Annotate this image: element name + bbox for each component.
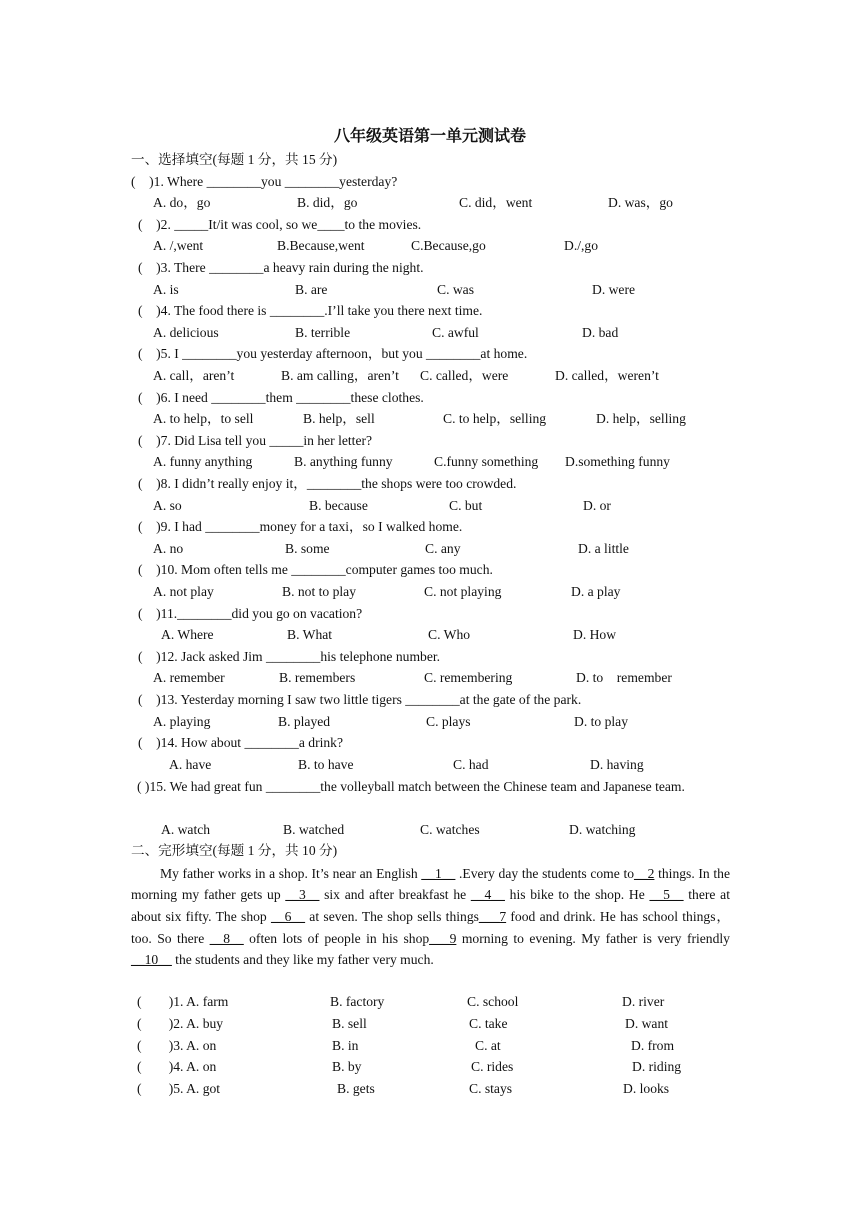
answer-option: D. looks: [623, 1080, 670, 1096]
answer-option: A. playing: [153, 713, 211, 729]
answer-option: B.Because,went: [277, 238, 365, 254]
question-options: [0, 236, 860, 256]
question-stem: ( )1. Where ________you ________yesterday?: [131, 173, 398, 189]
answer-option: D. bad: [582, 324, 619, 340]
section-heading: [0, 841, 860, 861]
question-stem-line: [0, 604, 860, 624]
question-stem: ( )5. I ________you yesterday afternoon，but you ________at home.: [138, 346, 528, 362]
answer-option: A. have: [169, 756, 212, 772]
question-stem: ( )14. How about ________a drink?: [138, 735, 344, 751]
answer-option: B. sell: [332, 1016, 367, 1031]
blank-number: ___9: [429, 930, 457, 946]
passage-text: morning to evening. My father is very friendly: [456, 930, 730, 946]
question-options: [0, 820, 860, 840]
blank-number: __3__: [285, 887, 320, 903]
question-options: [0, 755, 860, 775]
question-stem-line: [0, 517, 860, 537]
answer-option: D.something funny: [565, 454, 670, 470]
answer-option: A. no: [153, 540, 184, 556]
question-stem-line: [0, 560, 860, 580]
question-stem: ( )15. We had great fun ________the volleyball match between the Chinese team and Japanese team.: [137, 779, 685, 795]
answer-option: B. are: [295, 281, 328, 297]
question-stem-line: [0, 647, 860, 667]
answer-option: C. was: [437, 281, 475, 297]
question-stem: ( )8. I didn’t really enjoy it，________the shops were too crowded.: [138, 476, 517, 491]
answer-option: A. so: [153, 497, 182, 513]
answer-option: D. How: [573, 627, 617, 643]
cloze-question-stem: ( )4. A. on: [137, 1059, 217, 1075]
question-stem: ( )13. Yesterday morning I saw two little tigers ________at the gate of the park.: [138, 692, 582, 707]
answer-option: B. played: [278, 713, 331, 729]
answer-option: C. Who: [428, 627, 471, 643]
passage-text: often lots of people in his shop: [243, 930, 430, 946]
answer-option: D. having: [590, 756, 644, 772]
answer-option: C. rides: [471, 1059, 514, 1075]
answer-option: C. stays: [469, 1080, 513, 1096]
cloze-question-line: [0, 1014, 860, 1034]
answer-option: A. is: [153, 281, 179, 297]
question-stem-line: [0, 258, 860, 278]
question-stem: ( )12. Jack asked Jim ________his telephone number.: [138, 648, 441, 664]
answer-option: B. by: [332, 1059, 362, 1075]
answer-option: C. not playing: [424, 584, 502, 599]
answer-option: C. called，were: [420, 368, 509, 383]
answer-option: D. to remember: [576, 670, 672, 686]
answer-option: C. remembering: [424, 670, 513, 686]
blank-number: __2: [634, 865, 655, 881]
answer-option: D. river: [622, 994, 665, 1010]
answer-option: D. called，weren’t: [555, 368, 659, 383]
passage-text: there at about six fifty. The shop: [131, 887, 730, 924]
answer-option: B. factory: [330, 994, 385, 1010]
answer-option: C. to help，selling: [443, 411, 547, 427]
question-stem-line: [0, 431, 860, 451]
answer-option: D. were: [592, 281, 636, 297]
passage-text: .Every day the students come to: [455, 865, 635, 881]
answer-option: C.funny something: [434, 454, 539, 470]
answer-option: A. delicious: [153, 324, 219, 340]
answer-option: D./,go: [564, 238, 598, 254]
passage-text: six and after breakfast he: [319, 887, 471, 903]
answer-option: D. riding: [632, 1059, 682, 1075]
answer-option: D. or: [583, 497, 611, 513]
cloze-question-line: [0, 1057, 860, 1077]
answer-option: C. take: [469, 1016, 508, 1031]
answer-option: D. watching: [569, 821, 636, 837]
cloze-question-line: [0, 1079, 860, 1099]
blank-number: __4__: [470, 887, 505, 903]
cloze-question-line: [0, 992, 860, 1012]
blank-number: __6__: [271, 908, 306, 924]
answer-option: D. a play: [571, 584, 621, 599]
answer-option: D. a little: [578, 540, 629, 556]
question-stem-line: [0, 215, 860, 235]
cloze-passage: [131, 863, 730, 971]
question-stem: ( )7. Did Lisa tell you _____in her letter?: [138, 432, 373, 448]
answer-option: C. plays: [426, 713, 471, 729]
answer-option: A. remember: [153, 670, 225, 686]
question-options: [0, 366, 860, 386]
blank-number: __5__: [649, 887, 684, 903]
blank-number: __10__: [131, 952, 172, 968]
answer-option: B. anything funny: [294, 454, 393, 470]
question-stem-line: [0, 474, 860, 494]
answer-option: A. not play: [153, 584, 214, 599]
question-stem: ( )9. I had ________money for a taxi，so I walked home.: [138, 519, 463, 535]
blank-number: ___7: [478, 908, 507, 924]
answer-option: A. call，aren’t: [153, 368, 235, 383]
question-stem-line: [0, 344, 860, 364]
question-options: [0, 625, 860, 645]
answer-option: C. had: [453, 756, 489, 772]
question-options: [0, 452, 860, 472]
answer-option: B. remembers: [279, 670, 356, 686]
answer-option: C. but: [449, 497, 483, 513]
answer-option: A. do，go: [153, 195, 211, 211]
answer-option: B. did，go: [297, 195, 358, 211]
answer-option: B. watched: [283, 821, 345, 837]
cloze-question-line: [0, 1036, 860, 1056]
question-options: [0, 668, 860, 688]
answer-option: B. am calling，aren’t: [281, 368, 399, 383]
passage-text: things. In the morning my father gets up: [131, 865, 730, 903]
question-stem-line: [0, 172, 860, 192]
question-options: [0, 193, 860, 213]
question-stem-line: [0, 690, 860, 710]
question-options: [0, 712, 860, 732]
answer-option: B. What: [287, 627, 333, 643]
answer-option: C. at: [475, 1037, 501, 1053]
question-stem-line: [0, 388, 860, 408]
answer-option: A. to help，to sell: [153, 411, 254, 427]
question-stem: ( )10. Mom often tells me ________computer games too much.: [138, 562, 493, 578]
cloze-question-stem: ( )1. A. farm: [137, 994, 229, 1010]
blank-number: __1__: [421, 865, 456, 881]
passage-text: My father works in a shop. It’s near an English: [160, 865, 422, 881]
answer-option: C. did，went: [459, 195, 533, 211]
answer-option: C.Because,go: [411, 238, 486, 254]
answer-option: B. terrible: [295, 324, 351, 340]
passage-text: his bike to the shop. He: [504, 887, 650, 903]
answer-option: A. watch: [161, 821, 211, 837]
cloze-question-stem: ( )3. A. on: [137, 1037, 217, 1053]
question-options: [0, 582, 860, 602]
passage-text: at seven. The shop sells things: [305, 908, 479, 924]
answer-option: D. was，go: [608, 195, 673, 211]
answer-option: B. to have: [298, 756, 354, 772]
passage-text: the students and they like my father very much.: [171, 952, 434, 968]
question-stem: ( )2. _____It/it was cool, so we____to the movies.: [138, 216, 422, 232]
answer-option: C. watches: [420, 821, 480, 837]
answer-option: B. not to play: [282, 584, 357, 599]
answer-option: D. help，selling: [596, 411, 686, 427]
answer-option: B. because: [309, 497, 368, 513]
question-options: [0, 539, 860, 559]
answer-option: B. help，sell: [303, 411, 375, 427]
answer-option: B. in: [332, 1037, 359, 1053]
cloze-question-stem: ( )2. A. buy: [137, 1016, 224, 1031]
question-stem: ( )11.________did you go on vacation?: [138, 605, 363, 621]
blank-number: __8__: [209, 930, 244, 946]
question-stem: ( )6. I need ________them ________these clothes.: [138, 389, 424, 405]
answer-option: C. awful: [432, 324, 479, 340]
section-1-heading: 一、选择填空(每题 1 分，共 15 分): [131, 152, 338, 167]
question-stem-line: [0, 301, 860, 321]
question-options: [0, 409, 860, 429]
answer-option: D. want: [625, 1016, 669, 1031]
answer-option: D. to play: [574, 713, 628, 729]
answer-option: A. funny anything: [153, 454, 253, 470]
answer-option: B. gets: [337, 1080, 375, 1096]
answer-option: A. /,went: [153, 238, 204, 254]
question-stem: ( )3. There ________a heavy rain during the night.: [138, 260, 424, 275]
question-stem-line: [0, 733, 860, 753]
exam-title: 八年级英语第一单元测试卷: [333, 128, 526, 145]
cloze-question-stem: ( )5. A. got: [137, 1080, 221, 1096]
question-stem: ( )4. The food there is ________.I’ll take you there next time.: [138, 303, 483, 319]
answer-option: A. Where: [161, 627, 214, 643]
answer-option: D. from: [631, 1037, 675, 1053]
question-options: [0, 496, 860, 516]
question-options: [0, 280, 860, 300]
question-options: [0, 323, 860, 343]
answer-option: B. some: [285, 540, 330, 556]
section-2-heading: 二、完形填空(每题 1 分，共 10 分): [131, 843, 338, 859]
answer-option: C. school: [467, 994, 519, 1010]
passage-text: food and drink. He has school things，too. So there: [131, 908, 730, 946]
answer-option: C. any: [425, 540, 461, 556]
section-heading: [0, 150, 860, 170]
